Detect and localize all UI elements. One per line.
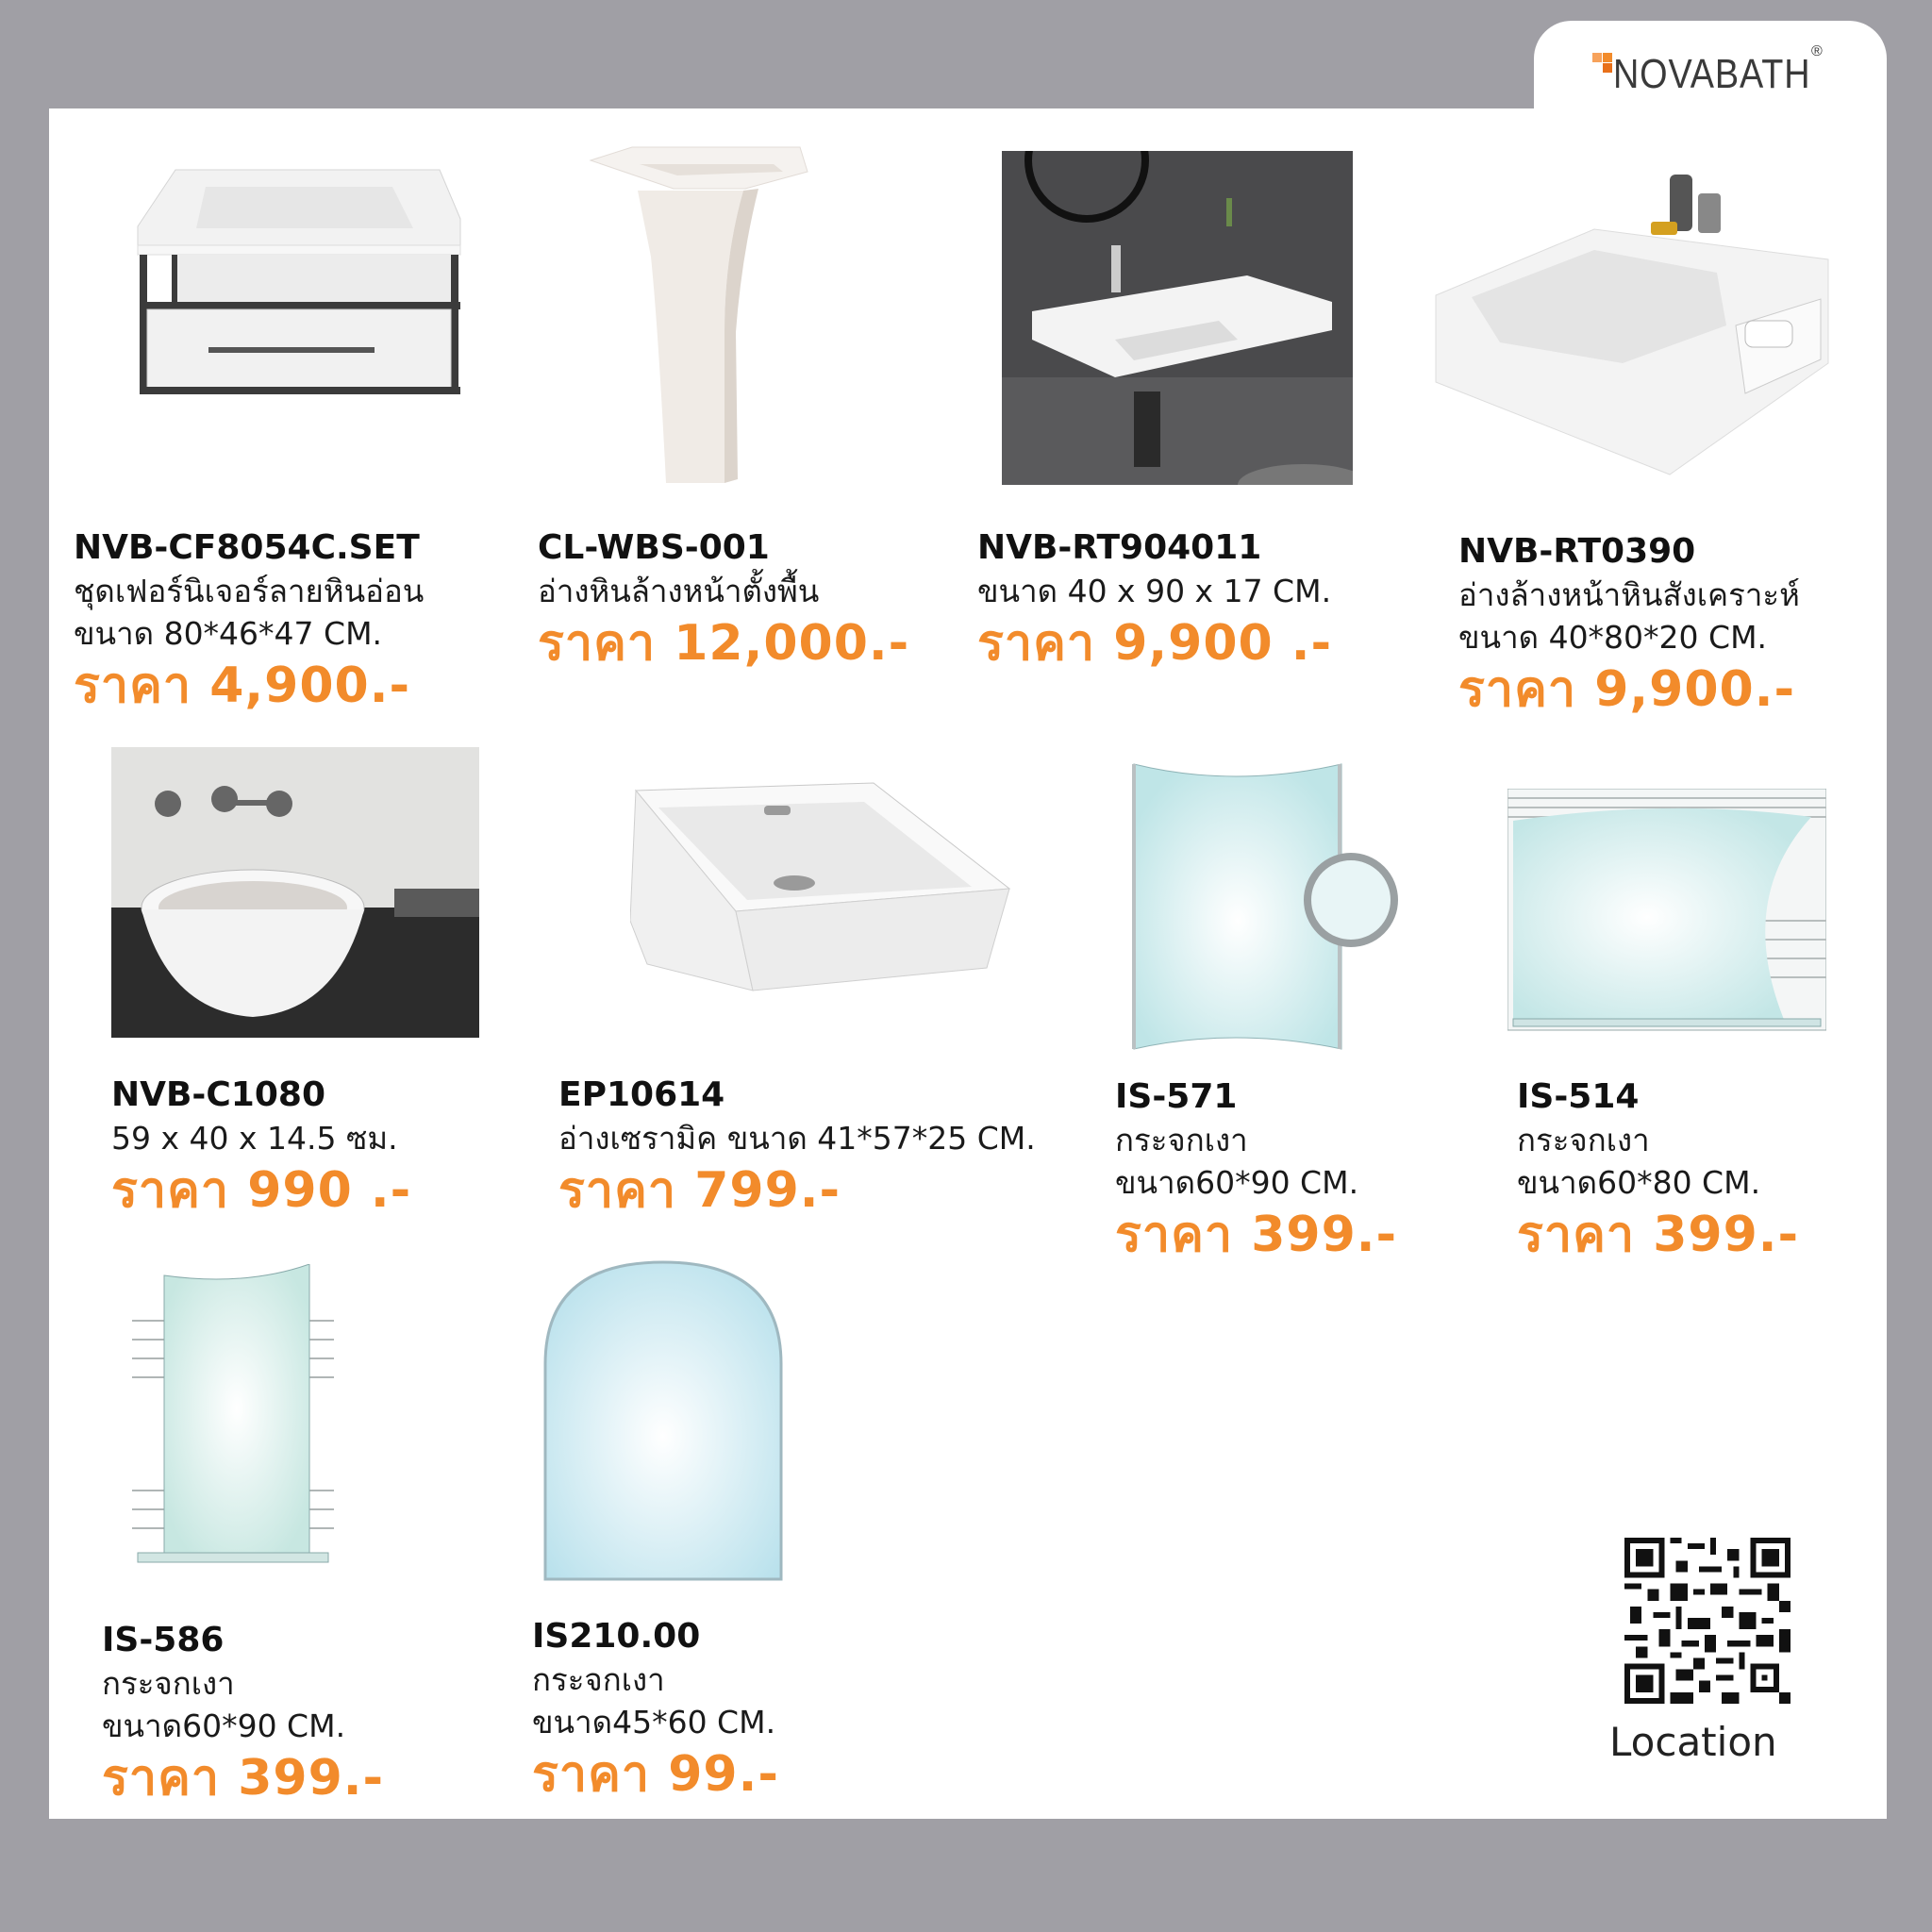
product-price: ราคา 990 .- (111, 1162, 412, 1219)
product-info (558, 1074, 1036, 1222)
product-price: ราคา 9,900.- (1458, 661, 1796, 718)
product-price: ราคา 799.- (558, 1162, 841, 1219)
product-info (1115, 1075, 1397, 1266)
product-code: NVB-CF8054C.SET (74, 528, 420, 567)
product-info (1517, 1075, 1799, 1266)
product-code: CL-WBS-001 (538, 528, 770, 567)
product-description: อ่างล้างหน้าหินสังเคราะห์ (1458, 576, 1800, 613)
product-code: IS-571 (1115, 1077, 1238, 1116)
product-size: ขนาด60*80 CM. (1517, 1164, 1761, 1201)
product-price: ราคา 399.- (1115, 1207, 1398, 1263)
registered-mark: ® (1811, 43, 1823, 59)
product-description: ชุดเฟอร์นิเจอร์ลายหินอ่อน (74, 573, 425, 609)
product-size: ขนาด 40*80*20 CM. (1458, 619, 1768, 656)
wall-basin-image (1002, 151, 1353, 485)
product-size: ขนาด 80*46*47 CM. (74, 615, 383, 652)
mirror-arch-image (543, 1260, 783, 1581)
product-code: EP10614 (558, 1075, 725, 1114)
product-size: ขนาด60*90 CM. (102, 1707, 346, 1744)
brand-logo-icon (1592, 53, 1615, 75)
product-price: ราคา 12,000.- (538, 615, 910, 672)
pedestal-basin-image (583, 143, 809, 488)
mirror-wave-image (132, 1264, 334, 1572)
product-price: ราคา 9,900 .- (977, 615, 1333, 672)
product-description: อ่างหินล้างหน้าตั้งพื้น (538, 573, 820, 609)
product-info (977, 526, 1332, 675)
product-info (102, 1619, 384, 1809)
product-price: ราคา 399.- (102, 1750, 385, 1807)
ceramic-basin-image (630, 779, 1011, 992)
mirror-magnifier-image (1128, 760, 1407, 1053)
product-code: IS-586 (102, 1621, 225, 1659)
product-description: อ่างเซรามิค ขนาด 41*57*25 CM. (558, 1120, 1036, 1157)
brand-name: NOVABATH (1613, 51, 1811, 97)
product-description: กระจกเงา (102, 1665, 235, 1702)
product-info (74, 526, 424, 717)
product-size: ขนาด 40 x 90 x 17 CM. (977, 573, 1332, 609)
shelf-basin-image (1434, 175, 1830, 476)
product-size: 59 x 40 x 14.5 ซม. (111, 1120, 398, 1157)
product-code: NVB-RT0390 (1458, 532, 1696, 571)
product-code: NVB-C1080 (111, 1075, 325, 1114)
product-price: ราคา 4,900.- (74, 658, 411, 714)
vessel-basin-image (111, 747, 479, 1038)
product-info (111, 1074, 411, 1222)
qr-location-label: Location (1609, 1719, 1777, 1765)
product-info (532, 1615, 779, 1806)
product-info (538, 526, 909, 675)
mirror-shelf-image (1507, 789, 1826, 1041)
product-code: NVB-RT904011 (977, 528, 1262, 567)
location-qr-code[interactable] (1624, 1538, 1790, 1704)
product-description: กระจกเงา (1517, 1122, 1650, 1158)
product-code: IS-514 (1517, 1077, 1640, 1116)
product-price: ราคา 399.- (1517, 1207, 1800, 1263)
product-size: ขนาด45*60 CM. (532, 1704, 776, 1740)
product-size: ขนาด60*90 CM. (1115, 1164, 1359, 1201)
product-code: IS210.00 (532, 1617, 701, 1656)
vanity-cabinet-image (119, 160, 472, 396)
product-description: กระจกเงา (1115, 1122, 1248, 1158)
product-info (1458, 530, 1800, 721)
product-price: ราคา 99.- (532, 1746, 779, 1803)
product-description: กระจกเงา (532, 1661, 665, 1698)
